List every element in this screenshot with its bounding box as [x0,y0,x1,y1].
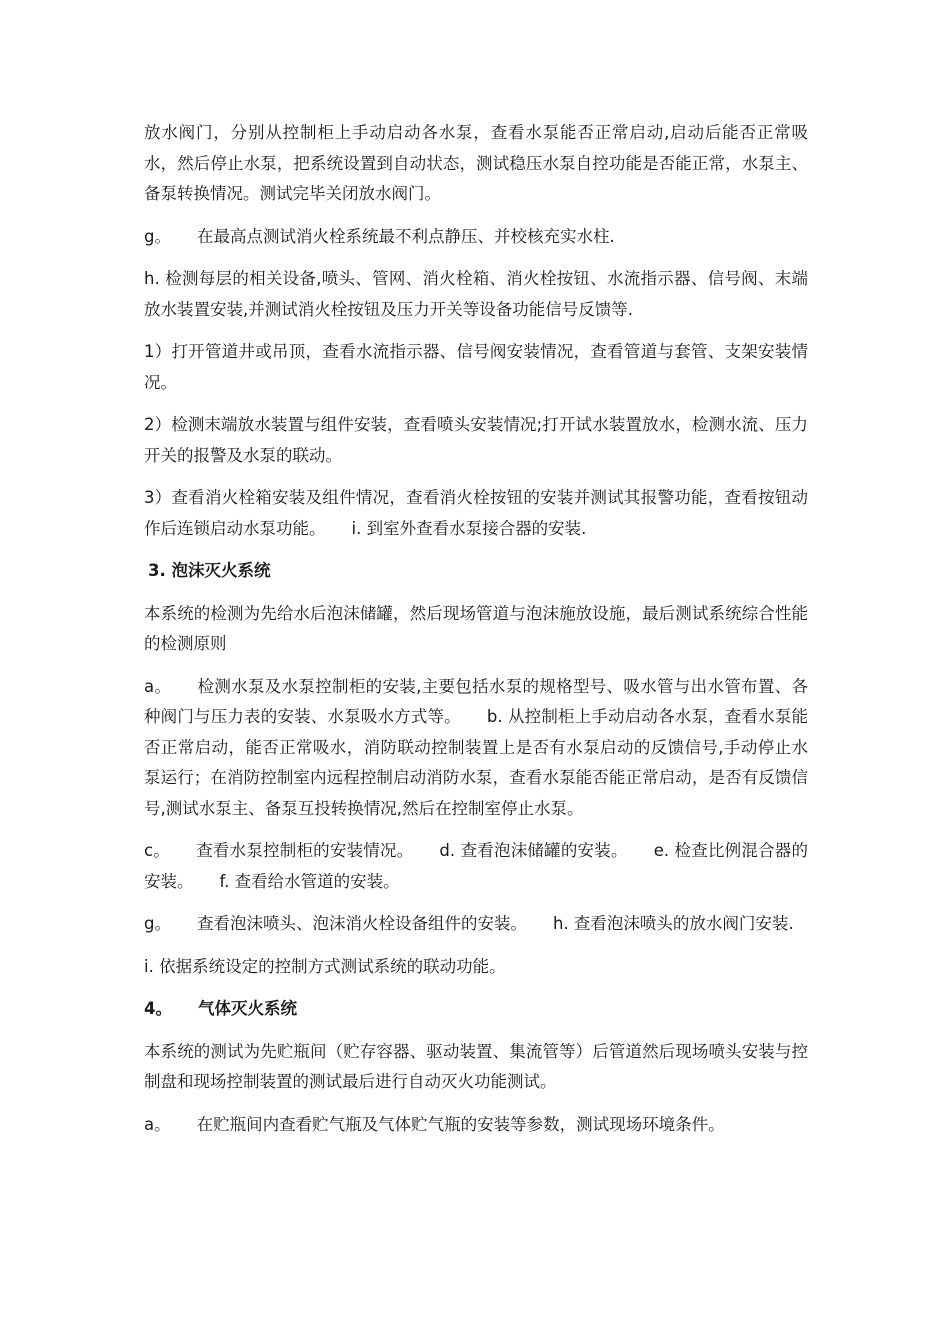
item-label: a。 [144,1114,171,1134]
paragraph-text: 3）查看消火栓箱安装及组件情况，查看消火栓按钮的安装并测试其报警功能，查看按钮动作后连锁启动水泵功能。 [144,488,808,538]
item-text: f. 查看给水管道的安装。 [219,871,400,891]
heading-number: 4。 [144,999,172,1018]
paragraph-item-h [144,264,808,325]
paragraph-step-1 [144,337,808,398]
paragraph-foam-a [144,672,808,825]
paragraph-gas-a [144,1110,808,1141]
paragraph-item-g [144,222,808,253]
paragraph-foam-i [144,952,808,983]
item-text: d. 查看泡沫储罐的安装。 [439,841,628,860]
heading-text: 3. 泡沫灭火系统 [148,561,271,580]
item-text: h. 查看泡沫喷头的放水阀门安装. [552,914,794,933]
item-text: i. 到室外查看水泵接合器的安装. [351,518,587,538]
paragraph-text: 1）打开管道井或吊顶，查看水流指示器、信号阀安装情况，查看管道与套管、支架安装情况。 [144,342,808,392]
paragraph-foam-intro [144,599,808,660]
paragraph-text: h. 检测每层的相关设备,喷头、管网、消火栓箱、消火栓按钮、水流指示器、信号阀、末端放水装置安装,并测试消火栓按钮及压力开关等设备功能信号反馈等. [144,269,808,319]
paragraph-gas-intro [144,1037,808,1098]
item-label: c。 [144,841,170,860]
paragraph-step-2 [144,410,808,471]
paragraph-drain-valve [144,118,808,210]
paragraph-text: 2）检测末端放水装置与组件安装，查看喷头安装情况;打开试水装置放水，检测水流、压力开关的报警及水泵的联动。 [144,415,808,465]
section-heading-gas [144,994,808,1025]
item-label: a。 [144,676,172,696]
item-text: 查看水泵控制柜的安装情况。 [196,841,414,860]
paragraph-text: 本系统的检测为先给水后泡沫储罐，然后现场管道与泡沫施放设施，最后测试系统综合性能的检测原则 [144,603,808,653]
item-text: 检测水泵及水泵控制柜的安装,主要包括水泵的规格型号、吸水管与出水管布置、各种阀门与压力表的安装、水泵吸水方式等。 [144,676,808,726]
paragraph-text: 放水阀门，分别从控制柜上手动启动各水泵，查看水泵能否正常启动,启动后能否正常吸水，然后停止水泵，把系统设置到自动状态，测试稳压水泵自控功能是否能正常，水泵主、备泵转换情况。测试完毕关闭放水阀门。 [144,123,808,203]
paragraph-text: i. 依据系统设定的控制方式测试系统的联动功能。 [144,956,506,976]
item-label: g。 [144,914,171,933]
item-label: g。 [144,226,171,246]
paragraph-foam-g-h [144,909,808,940]
item-text: 查看泡沫喷头、泡沫消火栓设备组件的安装。 [196,914,527,933]
item-text: 在贮瓶间内查看贮气瓶及气体贮气瓶的安装等参数，测试现场环境条件。 [196,1114,725,1134]
section-heading-foam [144,556,808,587]
item-text: b. 从控制柜上手动启动各水泵，查看水泵能否正常启动，能否正常吸水，消防联动控制装置上是否有水泵启动的反馈信号,手动停止水泵运行；在消防控制室内远程控制启动消防水泵，查看水泵能否能正常启动，是否有反馈信号,测试水泵主、备泵互投转换情况,然后在控制室停止水泵。 [144,707,809,818]
paragraph-step-3 [144,483,808,544]
heading-text: 气体灭火系统 [197,999,297,1018]
document-body [144,118,808,1152]
paragraph-text: 本系统的测试为先贮瓶间（贮存容器、驱动装置、集流管等）后管道然后现场喷头安装与控制盘和现场控制装置的测试最后进行自动灭火功能测试。 [144,1041,808,1091]
item-text: e. 检查比例混合器的安装。 [144,841,808,891]
paragraph-foam-c-f [144,836,808,897]
item-text: 在最高点测试消火栓系统最不利点静压、并校核充实水柱. [196,226,615,246]
